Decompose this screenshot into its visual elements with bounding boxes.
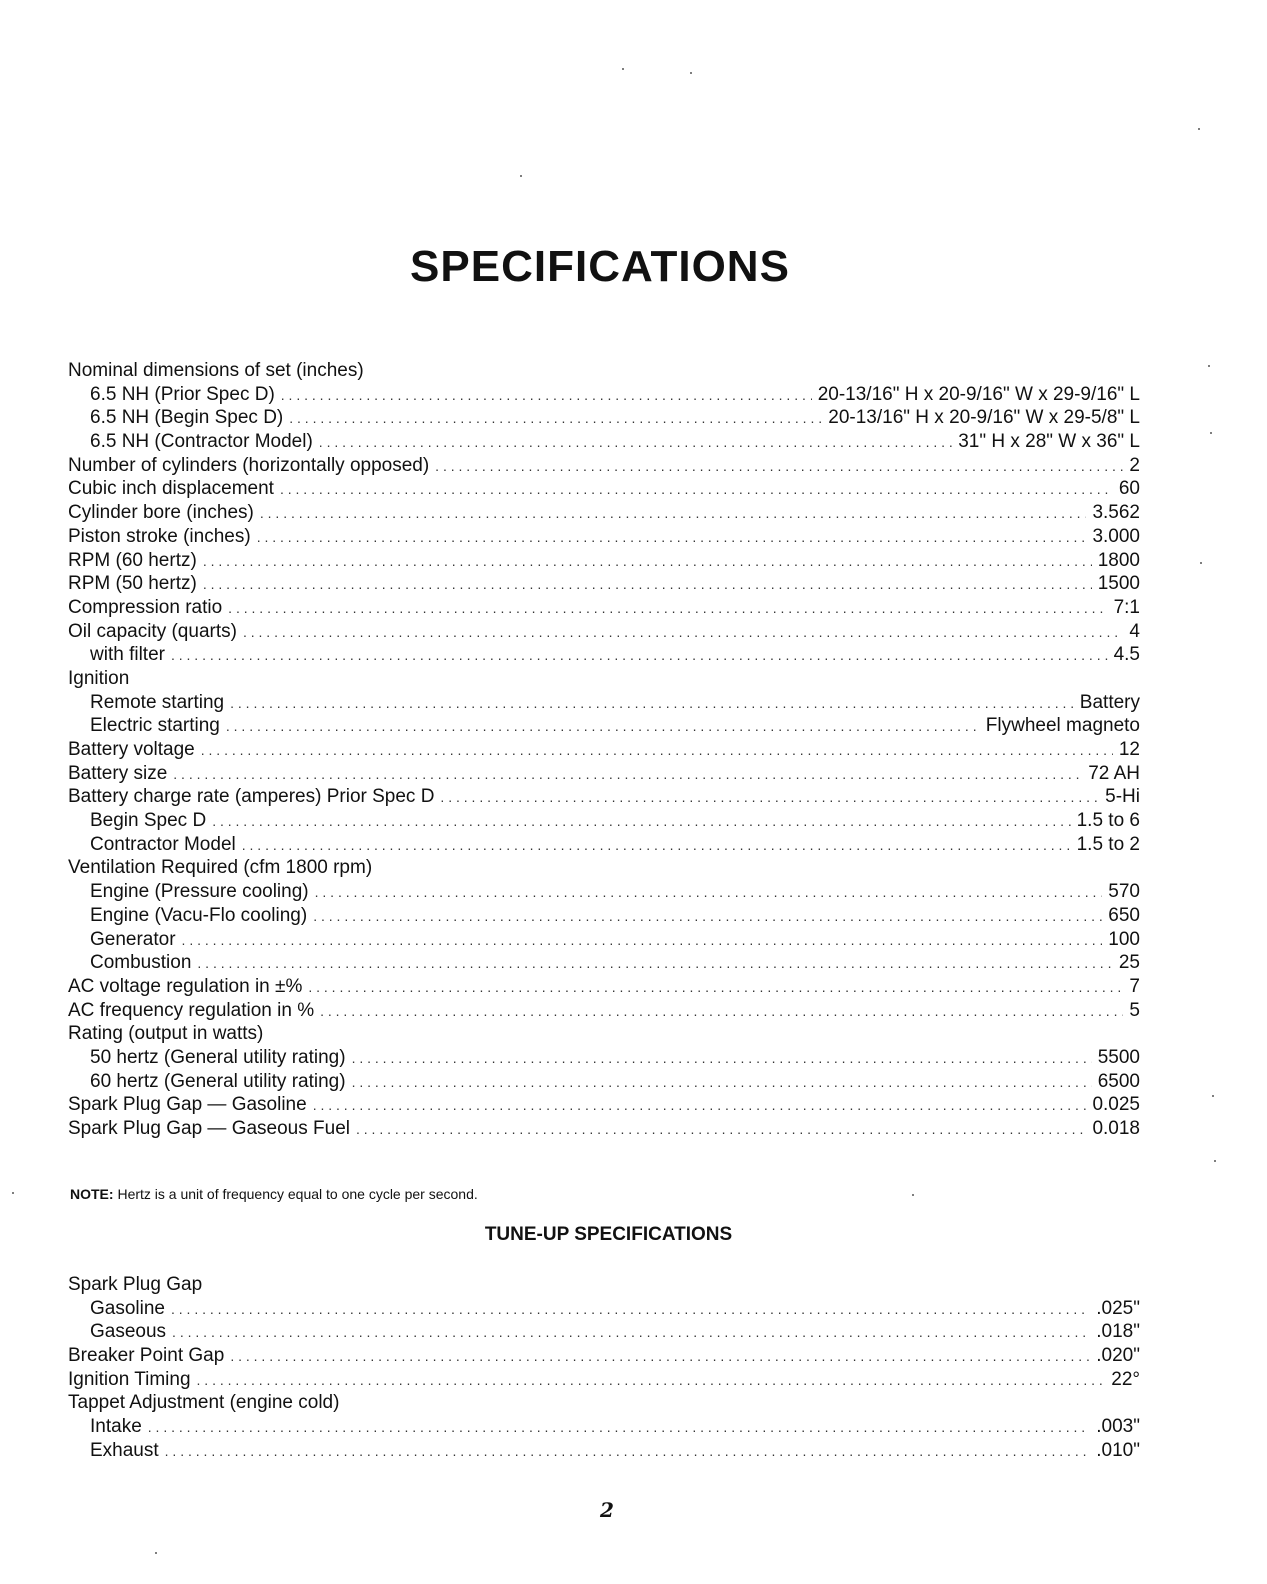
spec-value: 4.5 (1113, 644, 1140, 666)
page-title: SPECIFICATIONS (410, 242, 790, 291)
dot-leader (260, 502, 1087, 524)
spec-row (68, 786, 1140, 810)
spec-value: 7 (1129, 975, 1140, 997)
spec-value: .020" (1096, 1345, 1140, 1367)
dot-leader (356, 1118, 1086, 1140)
dot-leader (352, 1071, 1092, 1093)
spec-value: 1.5 to 2 (1076, 833, 1140, 855)
spec-row (68, 1369, 1140, 1393)
spec-value: 5 (1129, 999, 1140, 1021)
spec-row (68, 550, 1140, 574)
dot-leader (308, 976, 1123, 998)
spec-value: 7:1 (1113, 596, 1140, 618)
spec-value: .025" (1096, 1297, 1140, 1319)
note (70, 1186, 478, 1202)
spec-value: .003" (1096, 1416, 1140, 1438)
dot-leader (257, 526, 1087, 548)
spec-row (68, 692, 1140, 716)
tuneup-title: TUNE-UP SPECIFICATIONS (484, 1224, 733, 1245)
scan-speck (1210, 432, 1212, 434)
spec-value: 570 (1108, 881, 1140, 903)
dot-leader (171, 1298, 1090, 1320)
spec-label: Ignition Timing (68, 1368, 191, 1390)
spec-row (68, 597, 1140, 621)
spec-row (68, 1071, 1140, 1095)
scan-speck (912, 1194, 914, 1196)
spec-label: Nominal dimensions of set (inches) (68, 360, 364, 381)
spec-label: Spark Plug Gap — Gasoline (68, 1094, 307, 1116)
spec-label: Piston stroke (inches) (68, 525, 251, 547)
spec-label: Battery charge rate (amperes) Prior Spec D (68, 786, 435, 808)
page-number: 2 (600, 1498, 614, 1522)
note-text: Hertz is a unit of frequency equal to one cycle per second. (117, 1186, 478, 1202)
spec-label: Gaseous (90, 1321, 167, 1343)
spec-value: 12 (1118, 739, 1140, 760)
dot-leader (319, 431, 952, 453)
dot-leader (197, 952, 1112, 974)
spec-label: RPM (50 hertz) (68, 573, 197, 595)
dot-leader (230, 692, 1074, 714)
spec-label: Electric starting (90, 715, 220, 737)
dot-leader (313, 1094, 1087, 1116)
spec-row (68, 668, 1140, 692)
spec-row (68, 1118, 1140, 1142)
spec-row (68, 1416, 1140, 1440)
spec-value: 72 AH (1088, 762, 1140, 784)
spec-label: Oil capacity (quarts) (68, 620, 237, 642)
spec-label: 6.5 NH (Begin Spec D) (90, 407, 284, 429)
scan-speck (12, 1192, 14, 1194)
dot-leader (173, 763, 1082, 785)
scan-speck (1214, 1160, 1216, 1162)
dot-leader (315, 881, 1103, 903)
spec-row (68, 1094, 1140, 1118)
spec-value: 20-13/16" H x 20-9/16" W x 29-9/16" L (817, 383, 1140, 405)
scan-speck (622, 68, 624, 70)
spec-label: RPM (60 hertz) (68, 549, 197, 571)
spec-label: AC frequency regulation in % (68, 999, 315, 1021)
spec-row (68, 478, 1140, 502)
spec-label: Engine (Pressure cooling) (90, 881, 309, 903)
dot-leader (320, 1000, 1123, 1022)
scan-speck (1212, 1095, 1214, 1097)
dot-leader (171, 644, 1108, 666)
dot-leader (203, 573, 1092, 595)
spec-label: Exhaust (90, 1439, 159, 1461)
spec-value: 1800 (1097, 549, 1140, 571)
dot-leader (212, 810, 1070, 832)
spec-row (68, 905, 1140, 929)
spec-value: 1.5 to 6 (1076, 810, 1140, 832)
dot-leader (440, 786, 1099, 808)
dot-leader (201, 739, 1113, 761)
spec-row (68, 455, 1140, 479)
spec-row (68, 1321, 1140, 1345)
spec-value: 4 (1129, 620, 1140, 642)
spec-row (68, 502, 1140, 526)
spec-row (68, 1274, 1140, 1298)
spec-row (68, 1000, 1140, 1024)
spec-label: Spark Plug Gap — Gaseous Fuel (68, 1118, 350, 1139)
spec-label: AC voltage regulation in ±% (68, 975, 303, 997)
spec-value: 3.562 (1092, 502, 1140, 524)
dot-leader (352, 1047, 1092, 1069)
spec-row (68, 384, 1140, 408)
spec-value: 650 (1108, 904, 1140, 926)
spec-row (68, 644, 1140, 668)
spec-row (68, 1298, 1140, 1322)
dot-leader (230, 1345, 1090, 1367)
specifications-list (68, 360, 1140, 1142)
scan-speck (520, 175, 522, 177)
spec-value: 3.000 (1092, 525, 1140, 547)
spec-label: Combustion (90, 952, 192, 974)
spec-value: 5-Hi (1105, 786, 1140, 808)
spec-value: 100 (1108, 928, 1140, 950)
spec-row (68, 1047, 1140, 1071)
spec-row (68, 929, 1140, 953)
spec-value: .018" (1096, 1321, 1140, 1343)
dot-leader (242, 834, 1071, 856)
dot-leader (203, 550, 1092, 572)
dot-leader (313, 905, 1102, 927)
spec-label: Compression ratio (68, 596, 223, 618)
spec-row (68, 739, 1140, 763)
spec-label: Number of cylinders (horizontally opposed) (68, 454, 430, 476)
spec-row (68, 952, 1140, 976)
dot-leader (435, 455, 1123, 477)
spec-row (68, 526, 1140, 550)
spec-label: 6.5 NH (Contractor Model) (90, 431, 313, 453)
spec-row (68, 976, 1140, 1000)
dot-leader (165, 1440, 1091, 1462)
spec-label: Spark Plug Gap (68, 1274, 203, 1295)
spec-row (68, 360, 1140, 384)
spec-row (68, 810, 1140, 834)
spec-label: Generator (90, 928, 176, 950)
spec-row (68, 407, 1140, 431)
spec-value: Battery (1079, 691, 1140, 713)
spec-label: Ignition (68, 667, 130, 689)
spec-row (68, 834, 1140, 858)
note-prefix: NOTE: (70, 1186, 114, 1202)
spec-label: Remote starting (90, 691, 225, 713)
spec-row (68, 1023, 1140, 1047)
dot-leader (281, 384, 812, 406)
scan-speck (1208, 365, 1210, 367)
spec-value: .010" (1096, 1439, 1140, 1461)
dot-leader (228, 597, 1107, 619)
scan-speck (1198, 128, 1200, 130)
spec-value: Flywheel magneto (985, 715, 1140, 737)
spec-value: 25 (1118, 952, 1140, 974)
dot-leader (197, 1369, 1106, 1391)
spec-row (68, 857, 1140, 881)
spec-row (68, 1392, 1140, 1416)
spec-label: Engine (Vacu-Flo cooling) (90, 904, 308, 926)
spec-label: with filter (90, 644, 165, 666)
spec-row (68, 881, 1140, 905)
spec-value: 1500 (1097, 573, 1140, 595)
spec-label: 50 hertz (General utility rating) (90, 1046, 346, 1068)
spec-value: 0.025 (1092, 1094, 1140, 1116)
spec-row (68, 621, 1140, 645)
spec-label: Cylinder bore (inches) (68, 502, 254, 524)
dot-leader (289, 407, 822, 429)
spec-label: Tappet Adjustment (engine cold) (68, 1392, 340, 1414)
dot-leader (280, 478, 1113, 500)
spec-value: 2 (1129, 454, 1140, 476)
scan-speck (1200, 562, 1202, 564)
spec-label: Intake (90, 1416, 142, 1438)
spec-value: 22° (1111, 1368, 1140, 1390)
spec-label: 6.5 NH (Prior Spec D) (90, 383, 275, 405)
spec-row (68, 763, 1140, 787)
spec-label: Ventilation Required (cfm 1800 rpm) (68, 857, 373, 879)
dot-leader (182, 929, 1103, 951)
dot-leader (226, 715, 980, 737)
spec-row (68, 573, 1140, 597)
spec-row (68, 1345, 1140, 1369)
spec-label: Battery voltage (68, 739, 195, 760)
spec-row (68, 431, 1140, 455)
spec-value: 31" H x 28" W x 36" L (958, 431, 1140, 453)
scan-speck (155, 1552, 157, 1554)
spec-label: 60 hertz (General utility rating) (90, 1070, 346, 1092)
spec-value: 6500 (1097, 1070, 1140, 1092)
scan-speck (690, 72, 692, 74)
tuneup-specifications-list (68, 1274, 1140, 1464)
dot-leader (148, 1416, 1091, 1438)
spec-label: Rating (output in watts) (68, 1023, 264, 1045)
spec-row (68, 1440, 1140, 1464)
spec-value: 20-13/16" H x 20-9/16" W x 29-5/8" L (828, 407, 1140, 429)
dot-leader (243, 621, 1123, 643)
spec-label: Gasoline (90, 1297, 165, 1319)
spec-label: Battery size (68, 762, 168, 784)
spec-value: 5500 (1097, 1046, 1140, 1068)
spec-row (68, 715, 1140, 739)
spec-label: Cubic inch displacement (68, 478, 274, 500)
spec-value: 60 (1118, 478, 1140, 500)
spec-label: Contractor Model (90, 833, 236, 855)
dot-leader (172, 1321, 1090, 1343)
spec-value: 0.018 (1092, 1118, 1140, 1139)
spec-label: Breaker Point Gap (68, 1345, 225, 1367)
spec-label: Begin Spec D (90, 810, 207, 832)
